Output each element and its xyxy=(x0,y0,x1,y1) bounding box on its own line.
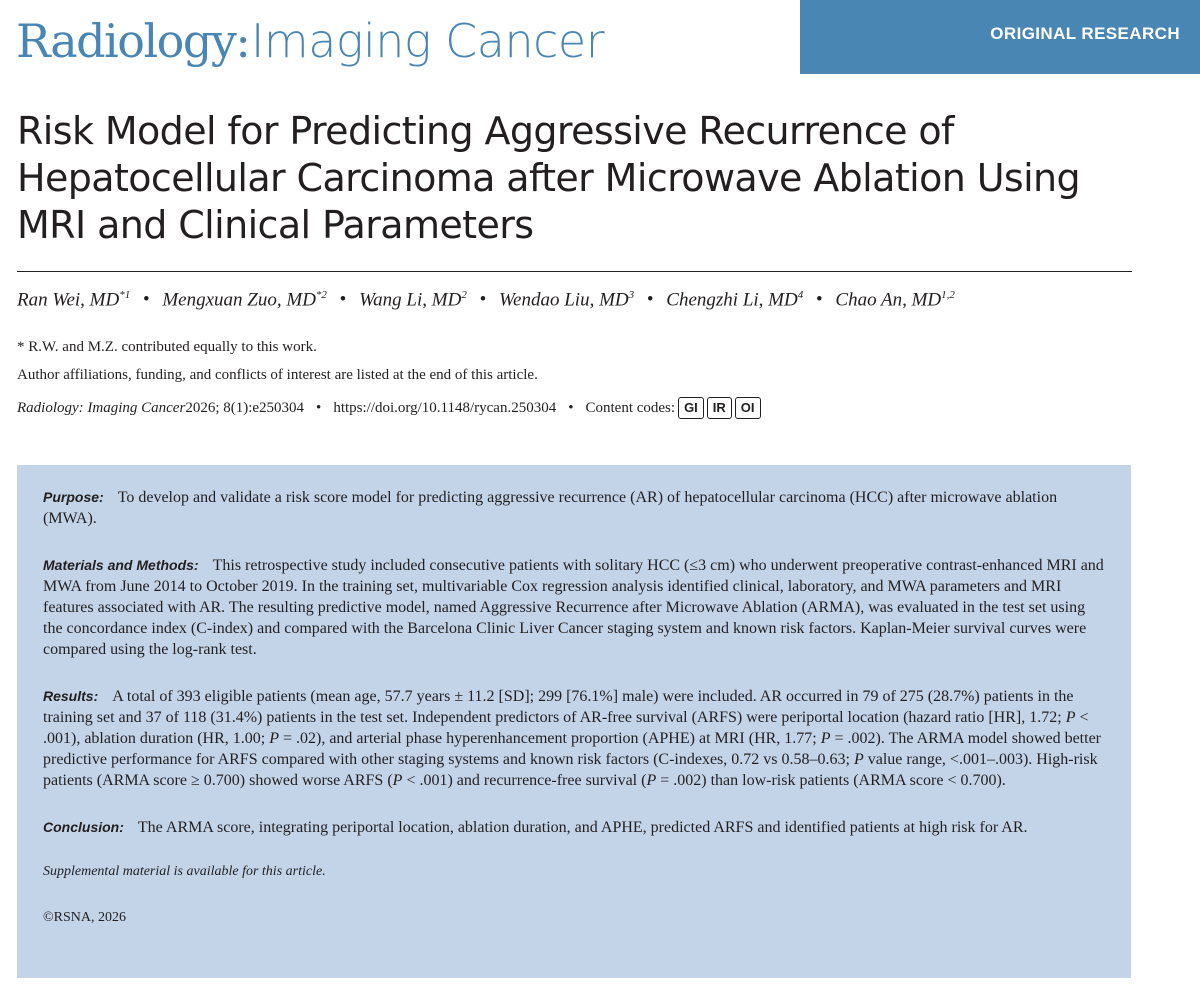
author-separator: • xyxy=(479,289,487,311)
journal-name-main: Radiology xyxy=(16,14,236,68)
results-text-part: = .002). The ARMA model showed better predictive performance for ARFS compared with other staging systems and known risk factors (C-indexes, 0.72 vs 0.58–0.63; xyxy=(43,730,1101,768)
article-title: Risk Model for Predicting Aggressive Recurrence of Hepatocellular Carcinoma after Microwave Ablation Using MRI and Clinical Parameters xyxy=(17,109,1081,247)
title-divider xyxy=(17,271,1132,272)
results-text-part: = .02), and arterial phase hyperenhancement proportion (APHE) at MRI (HR, 1.77; xyxy=(278,730,821,747)
results-text-part: A total of 393 eligible patients (mean age, 57.7 years ± 11.2 [SD]; 299 [76.1%] male) were included. AR occurred in 79 of 275 (28.7%) patients in the training set and 37 of 118 (31.4%) patients in the test set. Independent predictors of AR-free survival (ARFS) were periportal location (hazard ratio [HR], 1.72; xyxy=(43,688,1074,726)
results-text-part: < .001), ablation duration (HR, 1.00; xyxy=(43,709,1089,747)
citation-journal: Radiology: Imaging Cancer xyxy=(17,399,186,416)
purpose-text: To develop and validate a risk score model for predicting aggressive recurrence (AR) of hepatocellular carcinoma (HCC) after microwave ablation (MWA). xyxy=(43,489,1058,527)
author-separator: • xyxy=(339,289,347,311)
p-value-symbol: P xyxy=(1065,709,1076,726)
citation-separator: • xyxy=(568,399,574,416)
abstract-conclusion xyxy=(43,817,1105,838)
author-affiliation: 4 xyxy=(797,289,804,301)
author-affiliation: 1,2 xyxy=(941,289,955,301)
article-type-label: ORIGINAL RESEARCH xyxy=(990,24,1180,43)
author-separator: • xyxy=(142,289,150,311)
abstract-methods xyxy=(43,555,1105,660)
author-separator: • xyxy=(646,289,654,311)
results-text-part: = .002) than low-risk patients (ARMA score < 0.700). xyxy=(656,772,1006,789)
author-name: Mengxuan Zuo, MD xyxy=(162,289,316,311)
p-value-symbol: P xyxy=(392,772,403,789)
p-value-symbol: P xyxy=(853,751,864,768)
results-text-part: value range, <.001–.003). High-risk patients (ARMA score ≥ 0.700) showed worse ARFS ( xyxy=(43,751,1098,789)
content-code-badge: IR xyxy=(707,397,732,419)
conclusion-label: Conclusion: xyxy=(43,819,124,835)
citation-line xyxy=(17,397,761,419)
content-codes-label: Content codes: xyxy=(585,399,676,416)
article-type-badge xyxy=(800,0,1200,74)
journal-name-colon: : xyxy=(235,14,251,68)
abstract-box xyxy=(17,465,1131,978)
author-list xyxy=(17,289,955,311)
p-value-symbol: P xyxy=(646,772,657,789)
citation-details: 2026; 8(1):e250304 xyxy=(185,399,305,416)
methods-label: Materials and Methods: xyxy=(43,557,199,573)
author-name: Chao An, MD xyxy=(835,289,942,311)
content-code-badge: GI xyxy=(678,397,704,419)
equal-contribution-note: * R.W. and M.Z. contributed equally to this work. xyxy=(17,339,317,355)
journal-name-sub: Imaging Cancer xyxy=(250,14,605,68)
p-value-symbol: P xyxy=(820,730,831,747)
author-affiliation: 2 xyxy=(461,289,467,301)
author-name: Wendao Liu, MD xyxy=(498,289,629,311)
author-name: Wang Li, MD xyxy=(359,289,462,311)
conclusion-text: The ARMA score, integrating periportal location, ablation duration, and APHE, predicted ARFS and identified patients at high risk for AR. xyxy=(137,819,1028,836)
methods-text: This retrospective study included consecutive patients with solitary HCC (≤3 cm) who underwent preoperative contrast-enhanced MRI and MWA from June 2014 to October 2019. In the training set, multivariable Cox regression analysis identified clinical, laboratory, and MWA parameters and MRI features associated with AR. The resulting predictive model, named Aggressive Recurrence after Microwave Ablation (ARMA), was evaluated in the test set using the concordance index (C-index) and compared with the Barcelona Clinic Liver Cancer staging system and known risk factors. Kaplan-Meier survival curves were compared using the log-rank test. xyxy=(43,557,1104,658)
content-code-badge: OI xyxy=(735,397,761,419)
abstract-purpose xyxy=(43,487,1105,529)
author-affiliation: 3 xyxy=(628,289,635,301)
author-affiliation: *1 xyxy=(119,289,131,301)
author-name: Chengzhi Li, MD xyxy=(666,289,798,311)
doi-link[interactable]: https://doi.org/10.1148/rycan.250304 xyxy=(333,399,557,416)
author-name: Ran Wei, MD xyxy=(17,289,120,311)
citation-separator: • xyxy=(316,399,322,416)
results-label: Results: xyxy=(43,688,99,704)
p-value-symbol: P xyxy=(269,730,279,747)
purpose-label: Purpose: xyxy=(43,489,104,505)
author-separator: • xyxy=(815,289,823,311)
author-affiliation: *2 xyxy=(315,289,327,301)
results-text-part: < .001) and recurrence-free survival ( xyxy=(402,772,647,789)
supplemental-note: Supplemental material is available for this article. xyxy=(43,864,326,879)
affiliation-note: Author affiliations, funding, and conflicts of interest are listed at the end of this article. xyxy=(17,367,538,383)
journal-logo xyxy=(16,14,604,84)
copyright-notice: ©RSNA, 2026 xyxy=(43,910,126,925)
abstract-results xyxy=(43,686,1105,791)
